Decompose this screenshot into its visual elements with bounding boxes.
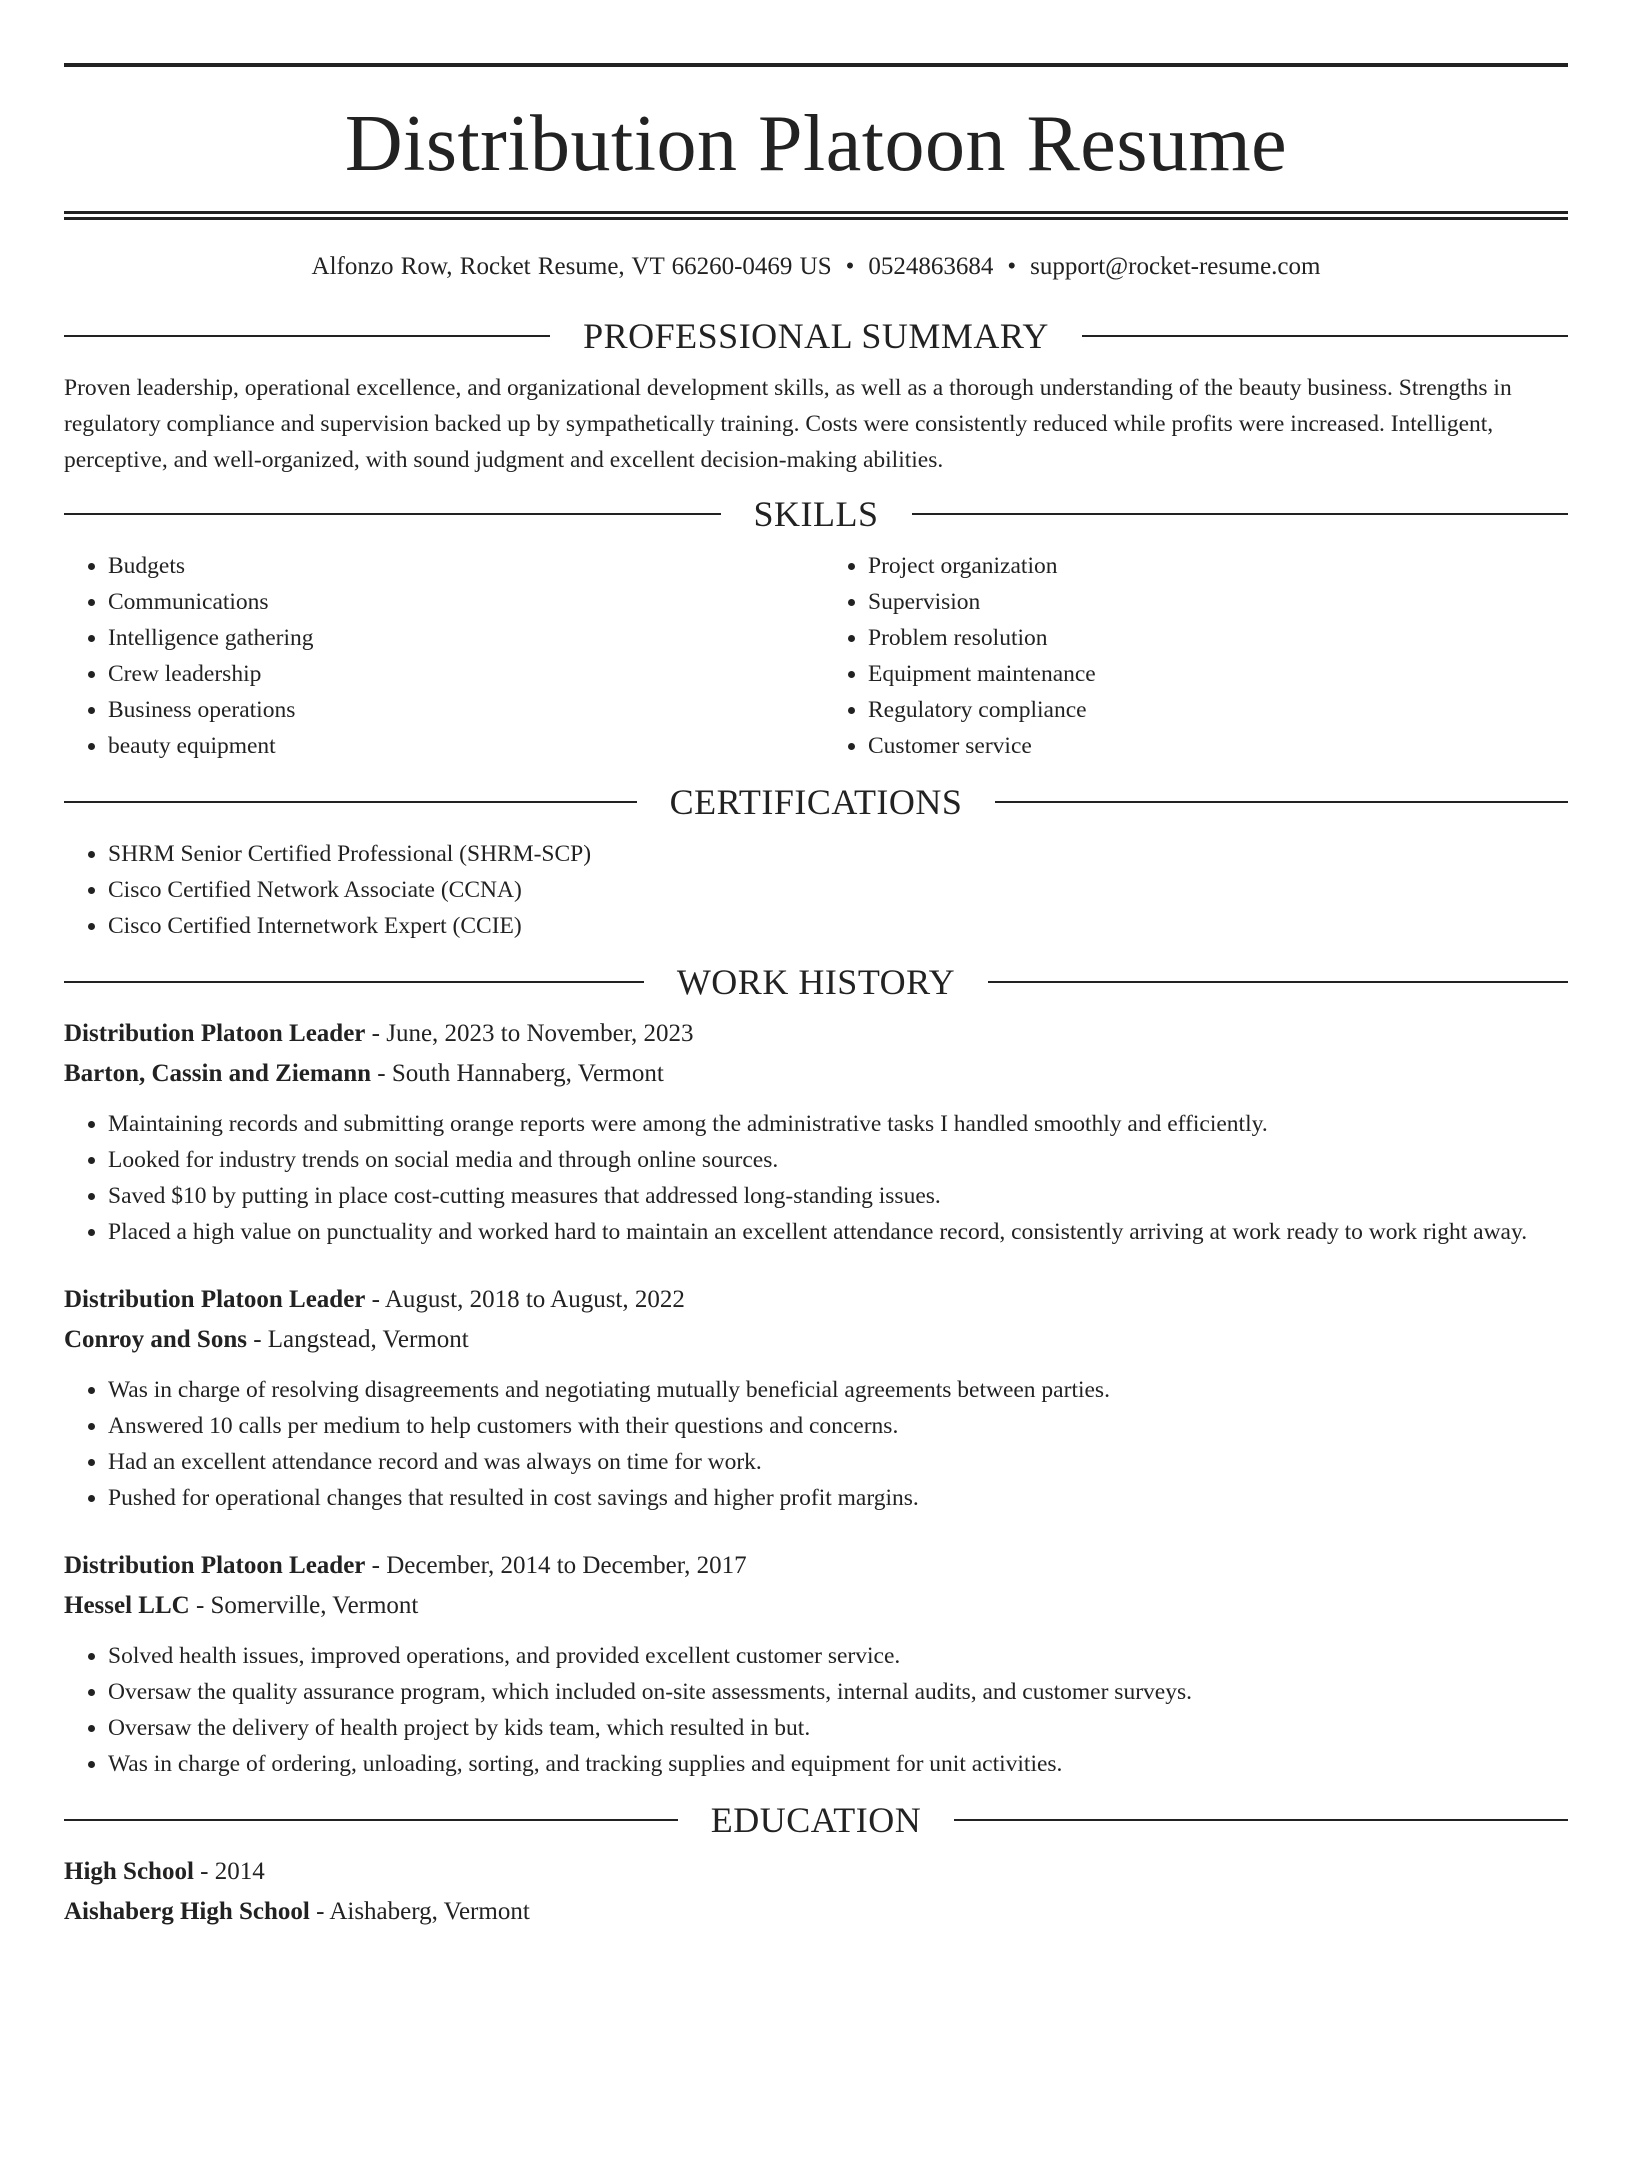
section-title: CERTIFICATIONS [669,782,963,822]
job-dates: - August, 2018 to August, 2022 [365,1286,685,1313]
education-location: - Aishaberg, Vermont [309,1898,530,1925]
job-bullet: • Was in charge of resolving disagreements and negotiating mutually beneficial agreements between parties. [108,1372,1568,1408]
contact-email: support@rocket-resume.com [1030,253,1321,280]
job-title-line [64,1280,1568,1320]
contact-separator: • [845,253,855,280]
heading-rule [988,981,1568,983]
skill-item: • beauty equipment [108,728,816,764]
job-entry [64,1014,1568,1250]
heading-rule [64,1819,678,1821]
job-location: - South Hannaberg, Vermont [371,1060,664,1087]
job-bullet: • Answered 10 calls per medium to help customers with their questions and concerns. [108,1408,1568,1444]
job-entry [64,1546,1568,1782]
skill-item: • Supervision [868,584,1568,620]
job-company: Conroy and Sons [64,1326,247,1353]
section-heading-work-history [64,962,1568,1002]
heading-rule [995,801,1568,803]
job-bullets [64,1106,1568,1250]
contact-address: Alfonzo Row, Rocket Resume, VT 66260-0469 US [311,253,832,280]
skill-item: • Intelligence gathering [108,620,816,656]
contact-separator: • [1007,253,1017,280]
job-dates: - June, 2023 to November, 2023 [365,1020,694,1047]
education-school-line [64,1892,1568,1932]
job-company: Hessel LLC [64,1592,190,1619]
skills-columns [64,548,1568,764]
certifications-list [64,836,1568,944]
summary-text: Proven leadership, operational excellence, and organizational development skills, as well as a thorough understanding of the beauty business. Strengths in regulatory compliance and supervision backed up by sympathetically training. Costs were consistently reduced while profits were increased. Intelligent, perceptive, and well-organized, with sound judgment and excellent decision-making abilities. [64,375,1512,473]
job-bullet: • Placed a high value on punctuality and worked hard to maintain an excellent attendance record, consistently arriving at work ready to work right away. [108,1214,1568,1250]
job-bullet: • Saved $10 by putting in place cost-cutting measures that addressed long-standing issues. [108,1178,1568,1214]
top-rule [64,63,1568,67]
section-title: WORK HISTORY [676,962,956,1002]
resume-page [0,63,1632,2175]
resume-title: Distribution Platoon Resume [344,100,1288,188]
heading-rule [64,801,637,803]
job-bullet: • Oversaw the quality assurance program, which included on-site assessments, internal audits, and customer surveys. [108,1674,1568,1710]
skill-item: • Regulatory compliance [868,692,1568,728]
skill-item: • Equipment maintenance [868,656,1568,692]
job-bullets [64,1638,1568,1782]
job-bullet: • Pushed for operational changes that resulted in cost savings and higher profit margins. [108,1480,1568,1516]
education-school: Aishaberg High School [64,1898,310,1925]
job-entry [64,1280,1568,1516]
job-bullet: • Maintaining records and submitting orange reports were among the administrative tasks I handled smoothly and efficiently. [108,1106,1568,1142]
job-location: - Somerville, Vermont [189,1592,419,1619]
heading-rule [64,981,644,983]
certification-item: • Cisco Certified Network Associate (CCNA) [108,872,1568,908]
education-degree-line [64,1852,1568,1892]
heading-rule [912,513,1569,515]
section-heading-certifications [64,782,1568,822]
education-degree: High School [64,1858,194,1885]
skills-list-left [64,548,816,764]
heading-rule [64,335,550,337]
job-company-line [64,1054,1568,1094]
job-dates: - December, 2014 to December, 2017 [365,1552,747,1579]
job-bullet: • Oversaw the delivery of health project by kids team, which resulted in but. [108,1710,1568,1746]
section-heading-education [64,1800,1568,1840]
skill-item: • Project organization [868,548,1568,584]
education-year: - 2014 [193,1858,265,1885]
skill-item: • Crew leadership [108,656,816,692]
job-title: Distribution Platoon Leader [64,1020,366,1047]
heading-rule [64,513,721,515]
certification-item: • Cisco Certified Internetwork Expert (CCIE) [108,908,1568,944]
skill-item: • Problem resolution [868,620,1568,656]
job-title: Distribution Platoon Leader [64,1286,366,1313]
section-heading-summary [64,316,1568,356]
heading-rule [954,1819,1568,1821]
job-company-line [64,1586,1568,1626]
title-double-rule [64,211,1568,220]
job-bullets [64,1372,1568,1516]
job-bullet: • Looked for industry trends on social media and through online sources. [108,1142,1568,1178]
skill-item: • Budgets [108,548,816,584]
heading-rule [1082,335,1568,337]
education-entry [64,1852,1568,1932]
job-title: Distribution Platoon Leader [64,1552,366,1579]
skill-item: • Customer service [868,728,1568,764]
job-title-line [64,1546,1568,1586]
job-title-line [64,1014,1568,1054]
section-heading-skills [64,494,1568,534]
job-company-line [64,1320,1568,1360]
skills-list-right [816,548,1568,764]
job-company: Barton, Cassin and Ziemann [64,1060,372,1087]
skill-item: • Communications [108,584,816,620]
job-bullet: • Solved health issues, improved operations, and provided excellent customer service. [108,1638,1568,1674]
contact-phone: 0524863684 [868,253,994,280]
job-location: - Langstead, Vermont [246,1326,469,1353]
section-title: PROFESSIONAL SUMMARY [583,316,1049,356]
skill-item: • Business operations [108,692,816,728]
certification-item: • SHRM Senior Certified Professional (SHRM-SCP) [108,836,1568,872]
section-title: SKILLS [753,494,879,534]
job-bullet: • Was in charge of ordering, unloading, sorting, and tracking supplies and equipment for unit activities. [108,1746,1568,1782]
job-bullet: • Had an excellent attendance record and was always on time for work. [108,1444,1568,1480]
contact-info [64,252,1568,282]
section-title: EDUCATION [710,1800,922,1840]
